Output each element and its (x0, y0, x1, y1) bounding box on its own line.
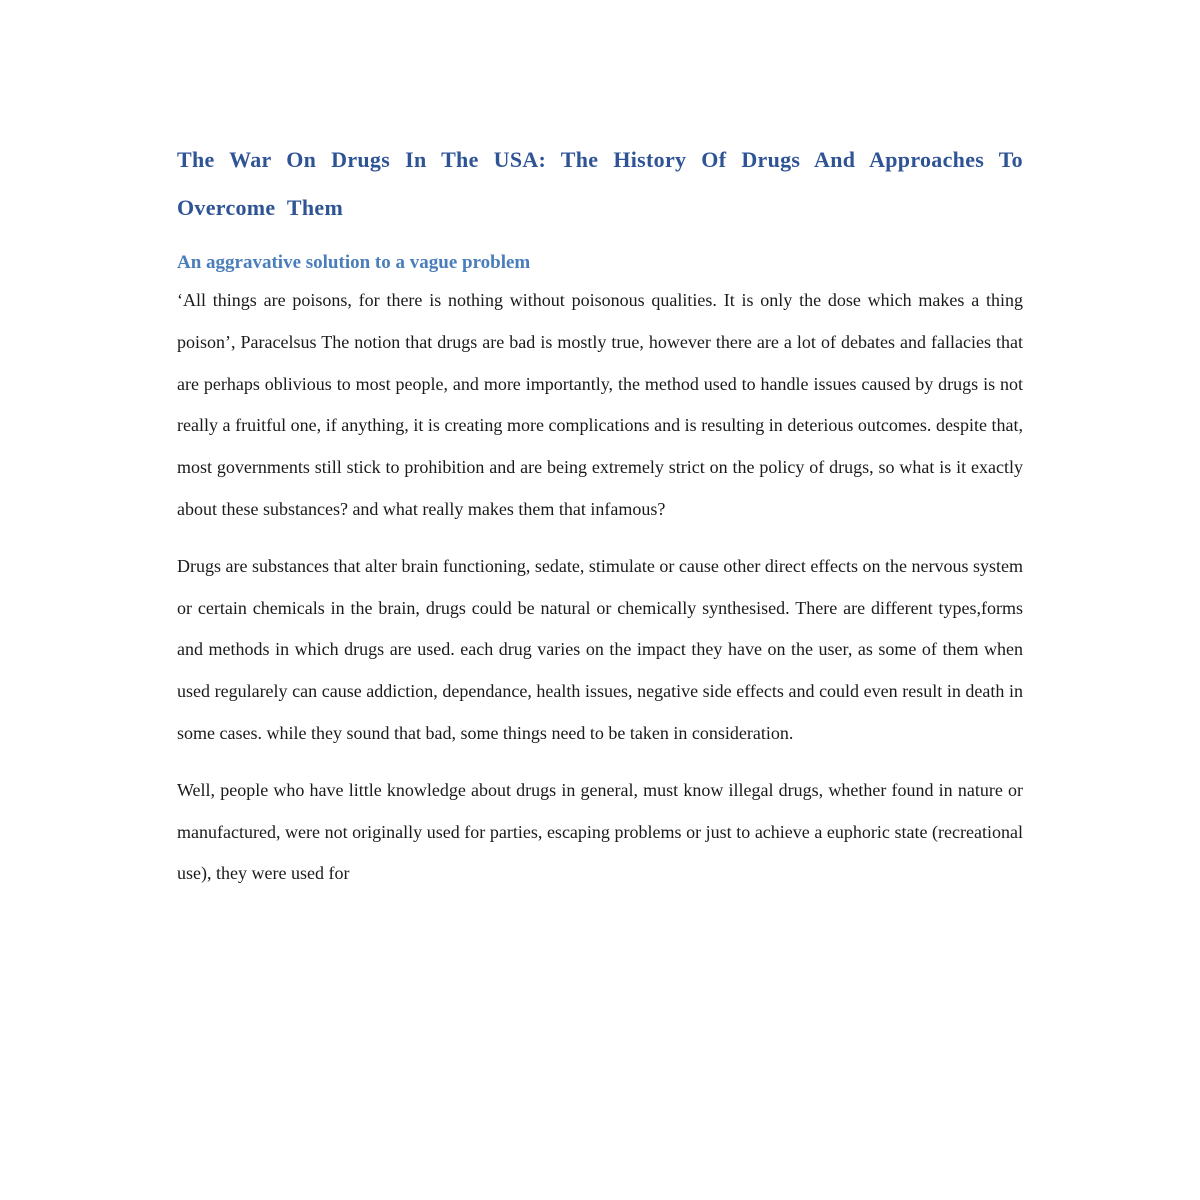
body-paragraph: Well, people who have little knowledge about drugs in general, must know illegal drugs, whether found in nature or manufactured, were not originally used for parties, escaping problems or just to achieve a euphoric state (recreational use), they were used for (177, 779, 1023, 884)
section-heading: An aggravative solution to a vague problem (177, 252, 531, 273)
body-paragraph: Drugs are substances that alter brain functioning, sedate, stimulate or cause other direct effects on the nervous system or certain chemicals in the brain, drugs could be natural or chemically synthesised. There are different types,forms and methods in which drugs are used. each drug varies on the impact they have on the user, as some of them when used regularely can cause addiction, dependance, health issues, negative side effects and could even result in death in some cases. while they sound that bad, some things need to be taken in consideration. (177, 555, 1023, 743)
document-page (177, 136, 1023, 895)
body-paragraph: ‘All things are poisons, for there is nothing without poisonous qualities. It is only the dose which makes a thing poison’, Paracelsus The notion that drugs are bad is mostly true, however there are a lot of debates and fallacies that are perhaps oblivious to most people, and more importantly, the method used to handle issues caused by drugs is not really a fruitful one, if anything, it is creating more complications and is resulting in deterious outcomes. despite that, most governments still stick to prohibition and are being extremely strict on the policy of drugs, so what is it exactly about these substances? and what really makes them that infamous? (177, 290, 1023, 519)
document-title: The War On Drugs In The USA: The History Of Drugs And Approaches To Overcome Them (177, 147, 1023, 220)
